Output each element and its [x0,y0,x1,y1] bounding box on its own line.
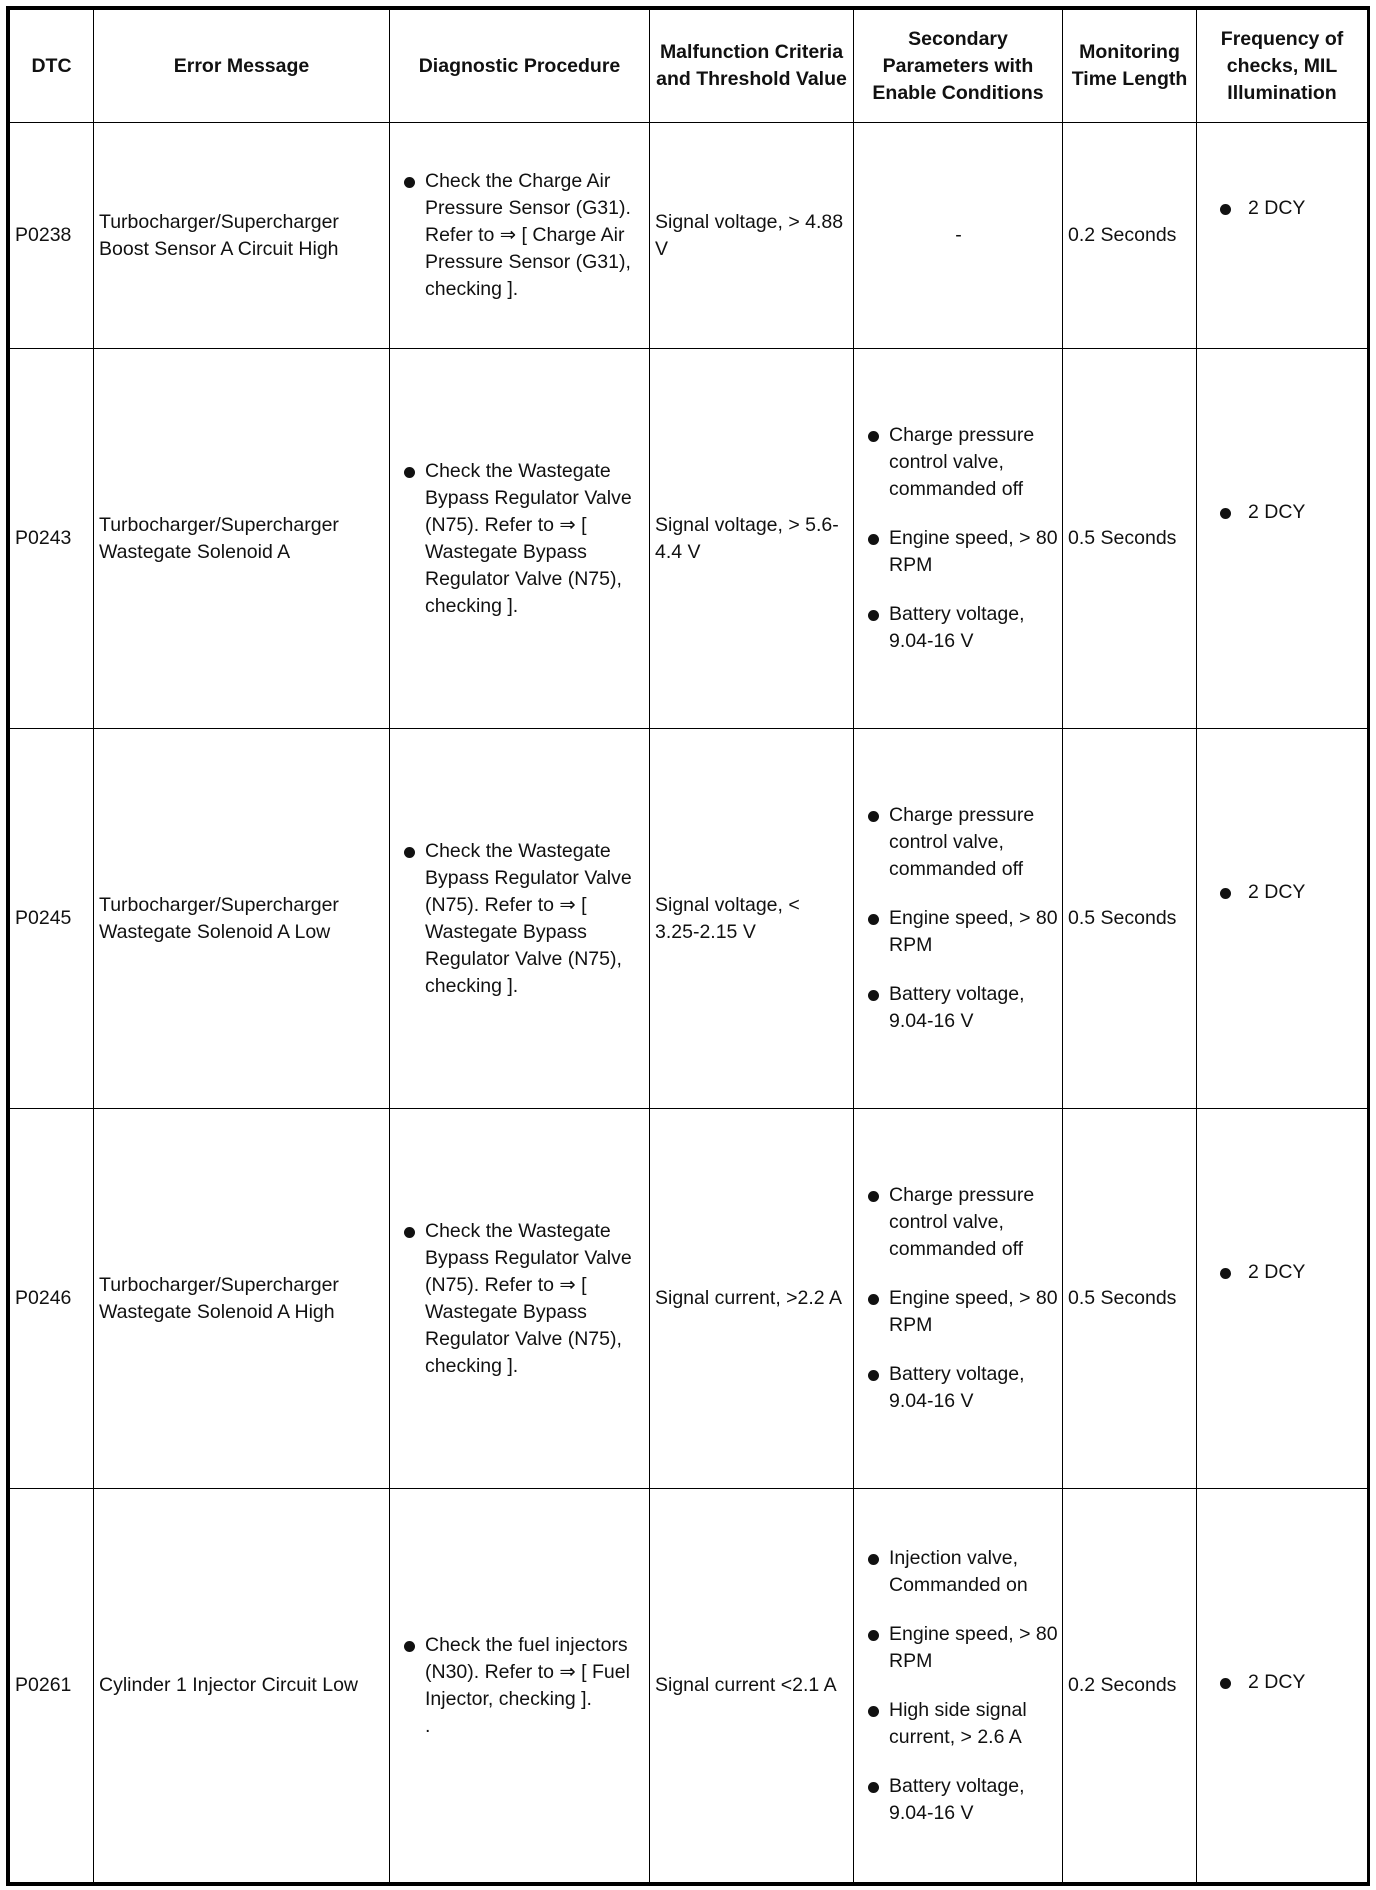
header-row [10,10,1368,123]
frequency-item: 2 DCY [1202,499,1363,526]
secondary-condition: High side signal current, > 2.6 A [859,1697,1058,1751]
diagnostic-procedure [390,123,650,349]
header-monitoring-time: Monitoring Time Length [1063,10,1197,123]
secondary-condition: Engine speed, > 80 RPM [859,905,1058,959]
error-message: Turbocharger/Supercharger Wastegate Solenoid A [94,349,390,729]
malfunction-criteria: Signal current <2.1 A [650,1489,854,1883]
malfunction-criteria: Signal voltage, > 5.6-4.4 V [650,349,854,729]
frequency-item: 2 DCY [1202,195,1363,222]
dtc-code: P0261 [10,1489,94,1883]
diagnostic-procedure [390,1109,650,1489]
table-row [10,1109,1368,1489]
secondary-condition: Battery voltage, 9.04-16 V [859,1773,1058,1827]
table-row [10,729,1368,1109]
error-message: Turbocharger/Supercharger Wastegate Solenoid A Low [94,729,390,1109]
diagnostic-step: Check the Charge Air Pressure Sensor (G31). Refer to ⇒ [ Charge Air Pressure Sensor (G31), checking ]. [395,168,645,303]
frequency-mil [1197,349,1368,729]
monitoring-time: 0.5 Seconds [1063,349,1197,729]
secondary-parameters [854,349,1063,729]
diagnostic-step: Check the fuel injectors (N30). Refer to ⇒ [ Fuel Injector, checking ]. [395,1632,645,1713]
secondary-condition: Charge pressure control valve, commanded off [859,422,1058,503]
secondary-condition: Engine speed, > 80 RPM [859,1285,1058,1339]
diagnostic-step: Check the Wastegate Bypass Regulator Valve (N75). Refer to ⇒ [ Wastegate Bypass Regulator Valve (N75), checking ]. [395,1218,645,1380]
diagnostic-trailer: . [425,1714,431,1737]
dtc-code: P0243 [10,349,94,729]
monitoring-time: 0.5 Seconds [1063,729,1197,1109]
frequency-mil [1197,729,1368,1109]
diagnostic-procedure [390,729,650,1109]
dtc-code: P0245 [10,729,94,1109]
secondary-condition: Charge pressure control valve, commanded off [859,1182,1058,1263]
error-message: Turbocharger/Supercharger Wastegate Solenoid A High [94,1109,390,1489]
header-diagnostic-procedure: Diagnostic Procedure [390,10,650,123]
diagnostic-step: Check the Wastegate Bypass Regulator Valve (N75). Refer to ⇒ [ Wastegate Bypass Regulator Valve (N75), checking ]. [395,838,645,1000]
header-dtc: DTC [10,10,94,123]
frequency-mil [1197,1109,1368,1489]
monitoring-time: 0.2 Seconds [1063,123,1197,349]
frequency-item: 2 DCY [1202,1259,1363,1286]
secondary-condition: Engine speed, > 80 RPM [859,525,1058,579]
monitoring-time: 0.2 Seconds [1063,1489,1197,1883]
diagnostic-procedure [390,1489,650,1883]
malfunction-criteria: Signal voltage, > 4.88 V [650,123,854,349]
frequency-item: 2 DCY [1202,1669,1363,1696]
header-error-message: Error Message [94,10,390,123]
monitoring-time: 0.5 Seconds [1063,1109,1197,1489]
secondary-condition: Battery voltage, 9.04-16 V [859,601,1058,655]
secondary-parameters [854,1109,1063,1489]
secondary-parameters [854,729,1063,1109]
secondary-condition: Injection valve, Commanded on [859,1545,1058,1599]
secondary-condition: Engine speed, > 80 RPM [859,1621,1058,1675]
table-row [10,123,1368,349]
malfunction-criteria: Signal current, >2.2 A [650,1109,854,1489]
table-row [10,1489,1368,1883]
dtc-code: P0246 [10,1109,94,1489]
dtc-table [9,9,1368,1883]
malfunction-criteria: Signal voltage, < 3.25-2.15 V [650,729,854,1109]
frequency-mil [1197,1489,1368,1883]
dtc-code: P0238 [10,123,94,349]
error-message: Cylinder 1 Injector Circuit Low [94,1489,390,1883]
diagnostic-step: Check the Wastegate Bypass Regulator Valve (N75). Refer to ⇒ [ Wastegate Bypass Regulator Valve (N75), checking ]. [395,458,645,620]
frequency-mil [1197,123,1368,349]
secondary-parameters: - [854,123,1063,349]
diagnostic-procedure [390,349,650,729]
secondary-condition: Battery voltage, 9.04-16 V [859,1361,1058,1415]
dtc-table-page [6,6,1370,1886]
header-secondary-parameters: Secondary Parameters with Enable Conditions [854,10,1063,123]
secondary-condition: Battery voltage, 9.04-16 V [859,981,1058,1035]
frequency-item: 2 DCY [1202,879,1363,906]
header-frequency: Frequency of checks, MIL Illumination [1197,10,1368,123]
secondary-parameters [854,1489,1063,1883]
secondary-condition: Charge pressure control valve, commanded off [859,802,1058,883]
error-message: Turbocharger/Supercharger Boost Sensor A Circuit High [94,123,390,349]
header-malfunction-criteria: Malfunction Criteria and Threshold Value [650,10,854,123]
table-row [10,349,1368,729]
